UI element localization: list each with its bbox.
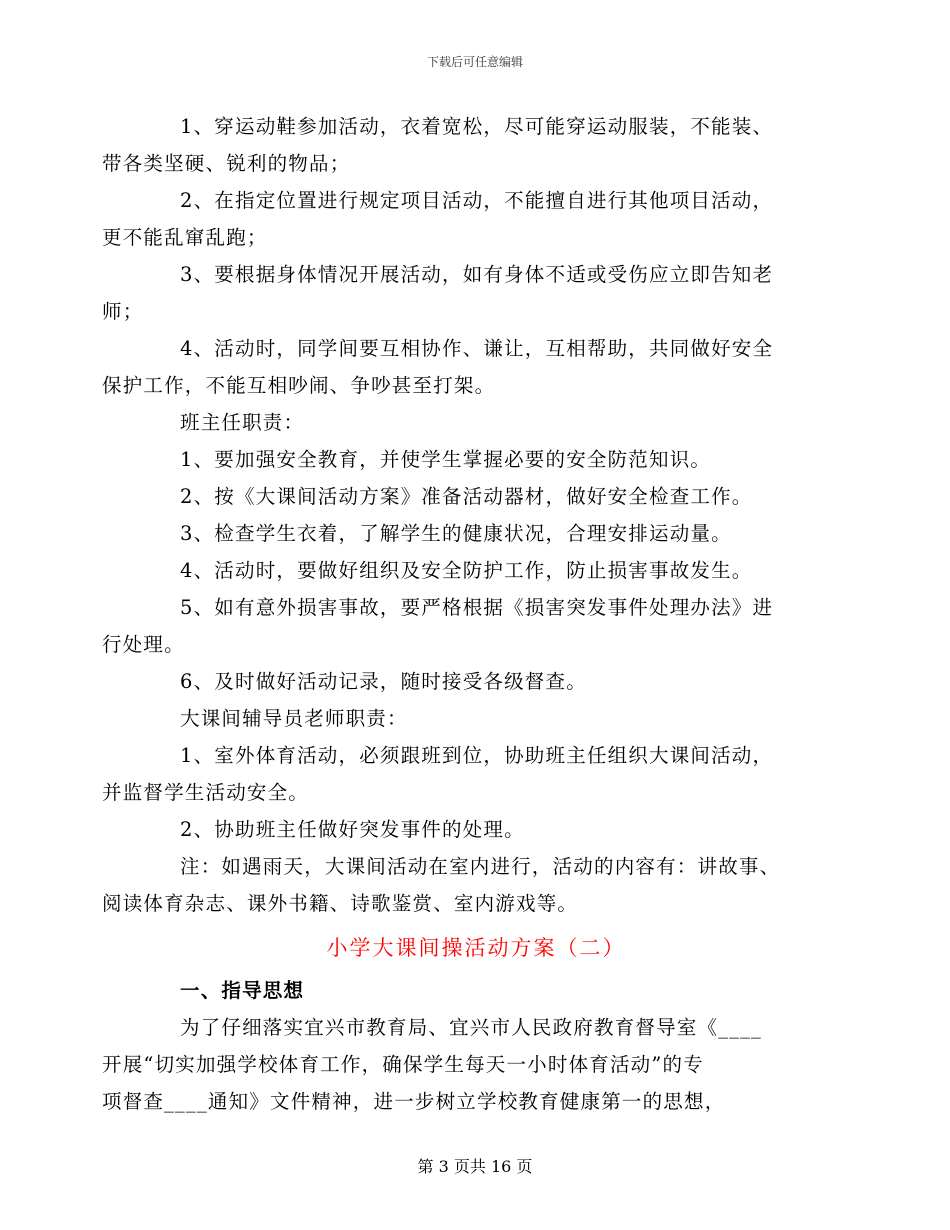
- teacher-duty-6: [141, 663, 811, 700]
- subheading-guiding-ideology: [141, 972, 811, 1009]
- text-line: 带各类坚硬、锐利的物品；: [102, 152, 351, 175]
- text-line: 6、及时做好活动记录，随时接受各级督查。: [180, 670, 587, 693]
- text-line: 2、按《大课间活动方案》准备活动器材，做好安全检查工作。: [180, 485, 753, 508]
- text-line: 1、要加强安全教育，并使学生掌握必要的安全防范知识。: [180, 448, 712, 471]
- teacher-duty-1: [141, 441, 811, 478]
- text-line: 师；: [102, 300, 144, 323]
- teacher-duty-3: [141, 515, 811, 552]
- paragraph-rule-1: [102, 108, 811, 182]
- text-line: 4、活动时，要做好组织及安全防护工作，防止损害事故发生。: [180, 559, 753, 582]
- text-line: 3、检查学生衣着，了解学生的健康状况，合理安排运动量。: [180, 522, 732, 545]
- text-line: 更不能乱窜乱跑；: [102, 226, 268, 249]
- text-line: 一、指导思想: [180, 979, 305, 1002]
- text-line: 5、如有意外损害事故，要严格根据《损害突发事件处理办法》进: [180, 596, 774, 619]
- teacher-duty-4: [141, 552, 811, 589]
- text-line: 3、要根据身体情况开展活动，如有身体不适或受伤应立即告知老: [180, 263, 774, 286]
- section-title: 小学大课间操活动方案（二）: [326, 936, 626, 960]
- text-line: 2、在指定位置进行规定项目活动，不能擅自进行其他项目活动，: [180, 189, 774, 212]
- text-line: 大课间辅导员老师职责：: [180, 707, 408, 730]
- text-line: 为了仔细落实宜兴市教育局、宜兴市人民政府教育督导室《____: [180, 1016, 763, 1039]
- tutor-duties-label: [141, 700, 811, 737]
- guiding-ideology-paragraph: [102, 1009, 811, 1120]
- tutor-duty-1: [102, 737, 811, 811]
- text-line: 班主任职责：: [180, 411, 305, 434]
- text-line: 注：如遇雨天，大课间活动在室内进行，活动的内容有：讲故事、: [180, 855, 781, 878]
- text-line: 1、室外体育活动，必须跟班到位，协助班主任组织大课间活动，: [180, 744, 774, 767]
- teacher-duty-5: [102, 589, 811, 663]
- paragraph-rule-4: [102, 330, 811, 404]
- paragraph-rule-3: [102, 256, 811, 330]
- text-line: 1、穿运动鞋参加活动，衣着宽松，尽可能穿运动服装，不能装、: [180, 115, 774, 138]
- teacher-duties-label: [141, 404, 811, 441]
- text-line: 并监督学生活动安全。: [102, 781, 310, 804]
- paragraph-rule-2: [102, 182, 811, 256]
- page-header: 下载后可任意编辑: [426, 55, 523, 69]
- rain-note: [102, 848, 811, 922]
- teacher-duty-2: [141, 478, 811, 515]
- page-footer: 第 3 页共 16 页: [417, 1157, 533, 1176]
- text-line: 行处理。: [102, 633, 185, 656]
- text-line: 4、活动时，同学间要互相协作、谦让，互相帮助，共同做好安全: [180, 337, 774, 360]
- document-body: [102, 108, 811, 1120]
- text-line: 开展“切实加强学校体育工作，确保学生每天一小时体育活动”的专: [102, 1053, 704, 1076]
- text-line: 阅读体育杂志、课外书籍、诗歌鉴赏、室内游戏等。: [102, 892, 579, 915]
- text-line: 保护工作，不能互相吵闹、争吵甚至打架。: [102, 374, 496, 397]
- text-line: 2、协助班主任做好突发事件的处理。: [180, 818, 525, 841]
- text-line: 项督查____通知》文件精神，进一步树立学校教育健康第一的思想，: [102, 1090, 726, 1113]
- tutor-duty-2: [141, 811, 811, 848]
